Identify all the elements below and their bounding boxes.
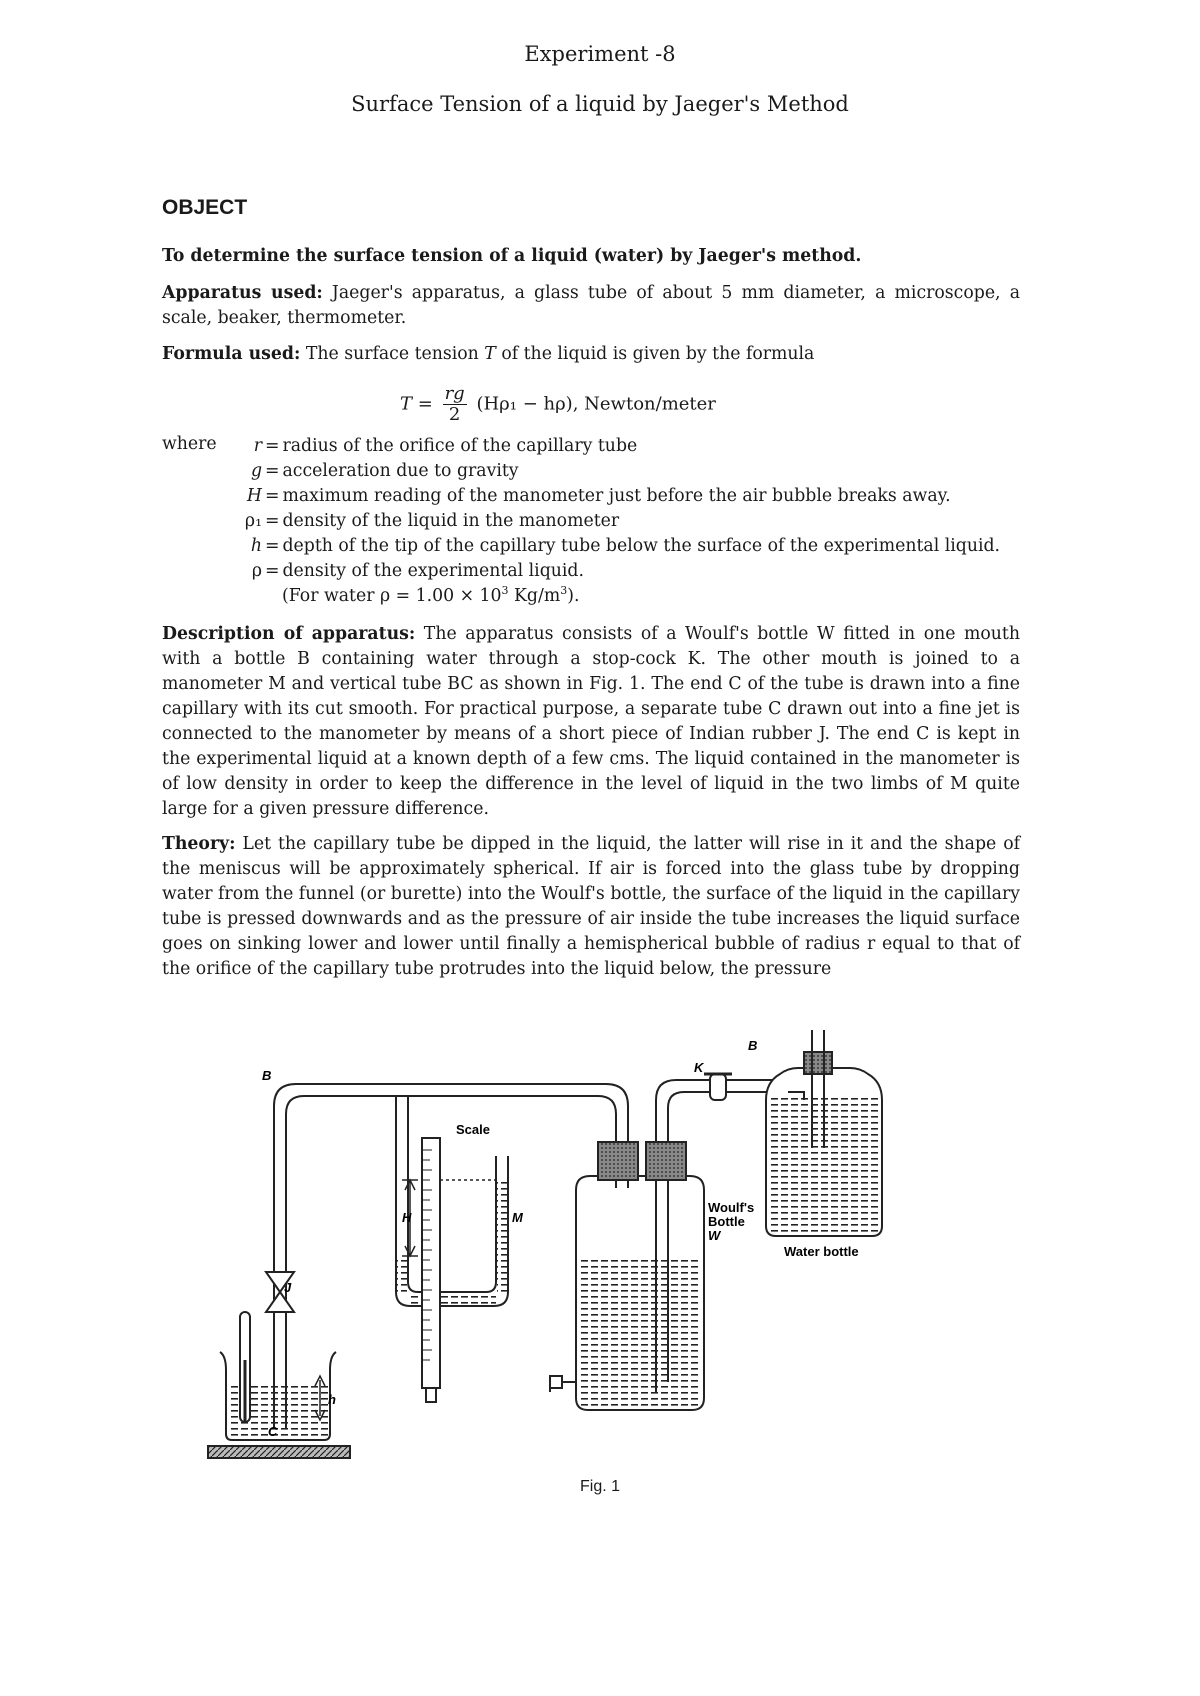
page-subtitle: Surface Tension of a liquid by Jaeger's Method bbox=[351, 92, 849, 116]
definition-item: g = acceleration due to gravity bbox=[220, 459, 1000, 484]
objective-text: To determine the surface tension of a liquid (water) by Jaeger's method. bbox=[162, 246, 862, 266]
definition-symbol: ρ₁ bbox=[244, 511, 262, 531]
apparatus-diagram bbox=[200, 1030, 1080, 1470]
formula-used-paragraph bbox=[162, 342, 1020, 367]
label-b-left: B bbox=[262, 1068, 272, 1083]
water-note-mid: Kg/m bbox=[508, 585, 561, 606]
experimental-liquid-beaker bbox=[208, 1312, 350, 1458]
formula-bracket: (Hρ₁ − hρ), bbox=[476, 393, 579, 415]
definition-item: h = depth of the tip of the capillary tube below the surface of the experimental liquid. bbox=[220, 534, 1000, 559]
apparatus-label: Apparatus used: bbox=[162, 283, 323, 303]
label-woulfs-1: Woulf's bbox=[708, 1200, 755, 1215]
formula-used-text-before: The surface tension bbox=[300, 344, 485, 364]
definition-text: density of the experimental liquid. bbox=[282, 561, 584, 581]
water-bottle bbox=[766, 1030, 882, 1236]
formula-equals: = bbox=[417, 393, 433, 415]
theory-label: Theory: bbox=[162, 834, 236, 854]
description-label: Description of apparatus: bbox=[162, 624, 416, 644]
definition-symbol: g bbox=[250, 461, 262, 481]
formula-fraction bbox=[443, 384, 467, 425]
page-title: Experiment -8 bbox=[524, 42, 676, 66]
water-note-exponent-2: 3 bbox=[560, 584, 568, 597]
definition-item: ρ₁ = density of the liquid in the manometer bbox=[220, 509, 1000, 534]
definition-text: acceleration due to gravity bbox=[282, 461, 519, 481]
label-h-large: H bbox=[402, 1210, 412, 1225]
apparatus-text: Jaeger's apparatus, a glass tube of about 5 mm diameter, a microscope, a scale, beaker, thermometer. bbox=[162, 283, 1020, 328]
label-water-bottle: Water bottle bbox=[784, 1244, 859, 1259]
label-k: K bbox=[694, 1060, 704, 1075]
label-woulfs-2: Bottle bbox=[708, 1214, 745, 1229]
description-paragraph bbox=[162, 622, 1020, 822]
formula-used-text-after: of the liquid is given by the formula bbox=[495, 344, 815, 364]
definition-symbol: ρ bbox=[251, 561, 262, 581]
definition-text: radius of the orifice of the capillary tube bbox=[282, 436, 638, 456]
water-density-note bbox=[282, 584, 579, 606]
section-heading-object: OBJECT bbox=[162, 196, 248, 219]
definition-text: density of the liquid in the manometer bbox=[282, 511, 620, 531]
water-note-after: ). bbox=[567, 585, 580, 606]
definition-symbol: H bbox=[246, 486, 262, 506]
water-note-exponent: 3 bbox=[501, 584, 509, 597]
formula-denominator: 2 bbox=[448, 404, 461, 425]
apparatus-paragraph bbox=[162, 281, 1020, 331]
definition-symbol: r bbox=[253, 436, 262, 456]
theory-paragraph bbox=[162, 832, 1020, 982]
definition-text: maximum reading of the manometer just before the air bubble breaks away. bbox=[282, 486, 951, 506]
formula-numerator: rg bbox=[444, 383, 465, 404]
description-text: The apparatus consists of a Woulf's bottle W fitted in one mouth with a bottle B containing water through a stop-cock K. The other mouth is joined to a manometer M and vertical tube BC as shown in Fig. 1. The end C of the tube is drawn into a fine capillary with its cut smooth. For practical purpose, a separate tube C drawn out into a fine jet is connected to the manometer by means of a short piece of Indian rubber J. The end C is kept in the experimental liquid at a known depth of a few cms. The liquid contained in the manometer is of low density in order to keep the difference in the level of liquid in the two limbs of M quite large for a given pressure difference. bbox=[162, 624, 1020, 819]
water-note-before: (For water ρ = 1.00 × 10 bbox=[282, 585, 502, 606]
label-b-right: B bbox=[748, 1038, 758, 1053]
formula-used-symbol: T bbox=[484, 344, 496, 364]
figure-caption: Fig. 1 bbox=[579, 1478, 620, 1495]
definitions-list bbox=[220, 434, 1000, 584]
definition-symbol: h bbox=[250, 536, 262, 556]
definition-item: H = maximum reading of the manometer just before the air bubble breaks away. bbox=[220, 484, 1000, 509]
definition-item: ρ = density of the experimental liquid. bbox=[220, 559, 1000, 584]
definition-item: r = radius of the orifice of the capillary tube bbox=[220, 434, 1000, 459]
definition-text: depth of the tip of the capillary tube below the surface of the experimental liquid. bbox=[282, 536, 1001, 556]
woulfs-bottle bbox=[550, 1142, 704, 1410]
label-m: M bbox=[512, 1210, 523, 1225]
label-j: J bbox=[284, 1280, 292, 1295]
formula-unit: Newton/meter bbox=[584, 393, 716, 415]
formula-lhs: T bbox=[400, 393, 413, 415]
theory-text: Let the capillary tube be dipped in the liquid, the latter will rise in it and the shape of the meniscus will be approximately spherical. If air is forced into the glass tube by dropping water from the funnel (or burette) into the Woulf's bottle, the surface of the liquid in the capillary tube is pressed downwards and as the pressure of air inside the tube increases the liquid surface goes on sinking lower and lower until finally a hemispherical bubble of radius r equal to that of the orifice of the capillary tube protrudes into the liquid below, the pressure bbox=[162, 834, 1020, 979]
connecting-tubes bbox=[266, 1074, 788, 1428]
label-scale: Scale bbox=[456, 1122, 490, 1137]
label-h-small: h bbox=[328, 1392, 336, 1407]
label-woulfs-3: W bbox=[708, 1228, 721, 1243]
label-c: C bbox=[268, 1424, 278, 1439]
manometer bbox=[396, 1138, 508, 1402]
formula-used-label: Formula used: bbox=[162, 344, 301, 364]
where-label: where bbox=[162, 434, 217, 454]
